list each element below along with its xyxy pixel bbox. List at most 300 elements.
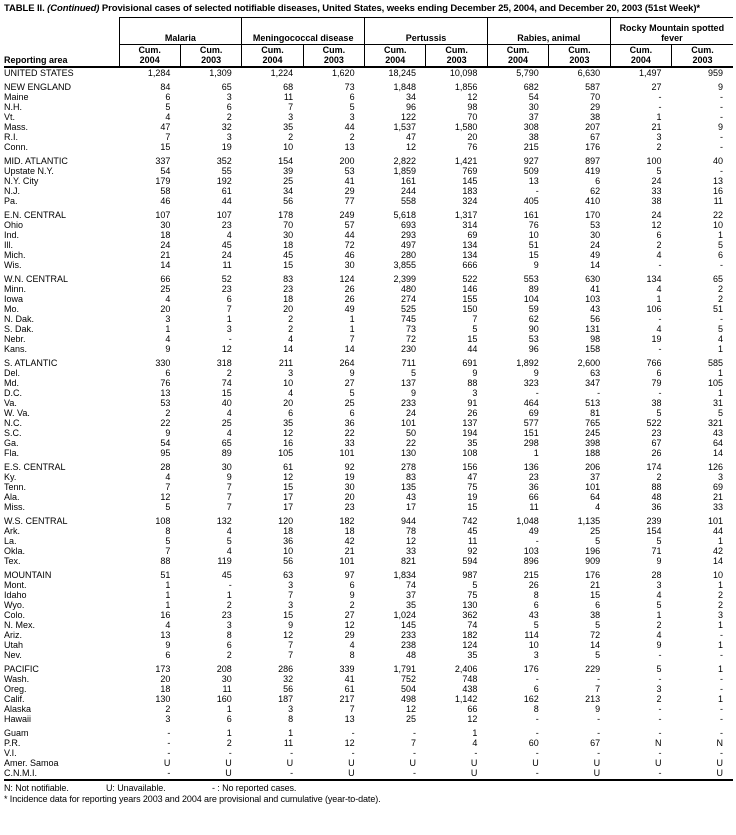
value-cell: 765 xyxy=(585,418,601,428)
value-cell: - xyxy=(290,768,294,778)
value-cell: 42 xyxy=(344,536,355,546)
reporting-area-cell: Tex. xyxy=(4,556,21,566)
value-cell: 43 xyxy=(712,428,723,438)
value-cell: 347 xyxy=(585,378,601,388)
reporting-area-cell: Nev. xyxy=(4,650,22,660)
reporting-area-cell: Del. xyxy=(4,368,21,378)
reporting-area-cell: Wash. xyxy=(4,674,30,684)
value-cell: - xyxy=(228,580,232,590)
value-cell: 130 xyxy=(462,600,478,610)
value-cell: U xyxy=(655,758,662,768)
value-cell: 585 xyxy=(707,358,723,368)
reporting-area-cell: Ohio xyxy=(4,220,24,230)
table-row xyxy=(4,758,733,768)
value-cell: 1 xyxy=(717,620,723,630)
reporting-area-cell: MID. ATLANTIC xyxy=(4,156,68,166)
value-cell: 38 xyxy=(651,196,662,206)
value-cell: 15 xyxy=(160,142,171,152)
value-cell: 83 xyxy=(283,274,294,284)
value-cell: 5 xyxy=(349,102,355,112)
value-cell: 229 xyxy=(585,664,601,674)
value-cell: 10 xyxy=(283,378,294,388)
value-cell: 7 xyxy=(165,546,171,556)
value-cell: 76 xyxy=(528,220,539,230)
value-cell: - xyxy=(474,748,478,758)
reporting-area-cell: D.C. xyxy=(4,388,22,398)
value-cell: 61 xyxy=(221,186,232,196)
value-cell: - xyxy=(412,768,416,778)
value-cell: 70 xyxy=(590,92,601,102)
value-cell: 2,399 xyxy=(393,274,416,284)
value-cell: 12 xyxy=(405,536,416,546)
value-cell: 40 xyxy=(221,398,232,408)
value-cell: 51 xyxy=(160,570,171,580)
value-cell: 9 xyxy=(410,388,416,398)
value-cell: - xyxy=(412,728,416,738)
column-subheader: Cum. 2003 xyxy=(426,45,487,68)
value-cell: 44 xyxy=(344,122,355,132)
value-cell: 1 xyxy=(226,728,232,738)
value-cell: 124 xyxy=(462,640,478,650)
value-cell: 57 xyxy=(344,220,355,230)
value-cell: - xyxy=(167,748,171,758)
value-cell: 45 xyxy=(283,250,294,260)
value-cell: 61 xyxy=(344,684,355,694)
value-cell: 286 xyxy=(278,664,294,674)
value-cell: 56 xyxy=(283,684,294,694)
value-cell: U xyxy=(716,768,723,778)
value-cell: 207 xyxy=(585,122,601,132)
value-cell: 9 xyxy=(472,368,478,378)
reporting-area-cell: Ill. xyxy=(4,240,13,250)
table-row xyxy=(4,438,733,448)
value-cell: 19 xyxy=(651,334,662,344)
value-cell: 12 xyxy=(344,620,355,630)
table-row xyxy=(4,502,733,512)
value-cell: 19 xyxy=(221,142,232,152)
value-cell: 3 xyxy=(717,610,723,620)
value-cell: 26 xyxy=(344,284,355,294)
value-cell: U xyxy=(286,758,294,768)
value-cell: 1,284 xyxy=(147,68,171,78)
table-title-continued: (Continued) xyxy=(47,3,100,14)
value-cell: 3 xyxy=(165,714,171,724)
footnote-u: U: Unavailable. xyxy=(106,783,166,793)
value-cell: 1,317 xyxy=(454,210,478,220)
value-cell: 5 xyxy=(656,408,662,418)
value-cell: 497 xyxy=(400,240,416,250)
table-row xyxy=(4,334,733,344)
reporting-area-cell: S.C. xyxy=(4,428,22,438)
table-row xyxy=(4,600,733,610)
value-cell: 55 xyxy=(221,166,232,176)
reporting-area-cell: Ky. xyxy=(4,472,17,482)
value-cell: 4 xyxy=(226,546,232,556)
reporting-area-cell: N.H. xyxy=(4,102,22,112)
value-cell: 9 xyxy=(349,368,355,378)
value-cell: 38 xyxy=(590,610,601,620)
value-cell: 92 xyxy=(344,462,355,472)
value-cell: 1 xyxy=(165,580,171,590)
value-cell: 20 xyxy=(160,674,171,684)
value-cell: 26 xyxy=(467,408,478,418)
value-cell: - xyxy=(720,314,723,324)
value-cell: 7 xyxy=(165,482,171,492)
reporting-area-cell: Minn. xyxy=(4,284,27,294)
value-cell: 22 xyxy=(344,428,355,438)
value-cell: 107 xyxy=(155,210,171,220)
value-cell: 13 xyxy=(344,714,355,724)
value-cell: 2 xyxy=(226,600,232,610)
value-cell: U xyxy=(409,758,416,768)
value-cell: 1 xyxy=(717,536,723,546)
value-cell: 12 xyxy=(160,492,171,502)
table-row xyxy=(4,580,733,590)
value-cell: 23 xyxy=(221,220,232,230)
value-cell: 9 xyxy=(288,620,294,630)
value-cell: 32 xyxy=(221,122,232,132)
value-cell: 25 xyxy=(221,418,232,428)
value-cell: 179 xyxy=(155,176,171,186)
reporting-area-cell: Ga. xyxy=(4,438,19,448)
value-cell: 3 xyxy=(288,112,294,122)
value-cell: 509 xyxy=(523,166,539,176)
reporting-area-cell: Oreg. xyxy=(4,684,27,694)
table-row xyxy=(4,142,733,152)
value-cell: 630 xyxy=(585,274,601,284)
value-cell: 35 xyxy=(467,650,478,660)
value-cell: - xyxy=(535,714,539,724)
value-cell: 3 xyxy=(226,324,232,334)
value-cell: 249 xyxy=(339,210,355,220)
value-cell: 13 xyxy=(344,142,355,152)
value-cell: 337 xyxy=(155,156,171,166)
value-cell: U xyxy=(532,758,539,768)
column-group-row xyxy=(4,18,733,45)
value-cell: - xyxy=(535,728,539,738)
value-cell: 5 xyxy=(226,536,232,546)
column-subheader: Cum. 2003 xyxy=(672,45,733,68)
value-cell: - xyxy=(720,748,723,758)
column-subheader: Cum. 2004 xyxy=(610,45,671,68)
reporting-area-header: Reporting area xyxy=(4,18,119,68)
value-cell: 25 xyxy=(590,526,601,536)
reporting-area-cell: Ala. xyxy=(4,492,20,502)
value-cell: 98 xyxy=(467,102,478,112)
value-cell: 2 xyxy=(288,324,294,334)
reporting-area-cell: P.R. xyxy=(4,738,21,748)
reporting-area-cell: Tenn. xyxy=(4,482,27,492)
column-subheader: Cum. 2003 xyxy=(180,45,241,68)
value-cell: U xyxy=(470,758,478,768)
value-cell: 88 xyxy=(651,482,662,492)
value-cell: - xyxy=(535,674,539,684)
reporting-area-cell: Ind. xyxy=(4,230,20,240)
value-cell: 352 xyxy=(216,156,232,166)
value-cell: 1 xyxy=(717,640,723,650)
value-cell: - xyxy=(658,314,662,324)
reporting-area-cell: Alaska xyxy=(4,704,32,714)
value-cell: 5 xyxy=(717,240,723,250)
value-cell: 14 xyxy=(712,448,723,458)
value-cell: 17 xyxy=(283,492,294,502)
value-cell: 21 xyxy=(160,250,171,260)
reporting-area-cell: Conn. xyxy=(4,142,29,152)
value-cell: 318 xyxy=(216,358,232,368)
value-cell: 14 xyxy=(283,344,294,354)
value-cell: 9 xyxy=(717,82,723,92)
value-cell: 4 xyxy=(288,334,294,344)
table-row xyxy=(4,122,733,132)
value-cell: 7 xyxy=(288,640,294,650)
value-cell: 23 xyxy=(651,428,662,438)
value-cell: 274 xyxy=(400,294,416,304)
value-cell: 1 xyxy=(533,448,539,458)
value-cell: 8 xyxy=(533,704,539,714)
value-cell: 101 xyxy=(339,556,355,566)
value-cell: 3 xyxy=(533,650,539,660)
table-row xyxy=(4,428,733,438)
value-cell: 63 xyxy=(590,368,601,378)
value-cell: 238 xyxy=(400,640,416,650)
value-cell: 11 xyxy=(713,196,723,206)
value-cell: 1 xyxy=(656,294,662,304)
value-cell: 11 xyxy=(529,502,539,512)
value-cell: 1 xyxy=(656,610,662,620)
reporting-area-cell: Ariz. xyxy=(4,630,22,640)
value-cell: 5 xyxy=(410,368,416,378)
value-cell: 35 xyxy=(283,418,294,428)
reporting-area-cell: Miss. xyxy=(4,502,25,512)
value-cell: 12 xyxy=(405,704,416,714)
value-cell: 61 xyxy=(283,462,294,472)
value-cell: 18,245 xyxy=(388,68,416,78)
value-cell: 7 xyxy=(226,482,232,492)
value-cell: 130 xyxy=(400,448,416,458)
value-cell: 13 xyxy=(160,630,171,640)
table-row xyxy=(4,640,733,650)
value-cell: - xyxy=(535,768,539,778)
value-cell: - xyxy=(597,748,601,758)
value-cell: 405 xyxy=(523,196,539,206)
value-cell: 154 xyxy=(646,526,662,536)
value-cell: 2 xyxy=(717,294,723,304)
value-cell: - xyxy=(720,728,723,738)
value-cell: 44 xyxy=(344,230,355,240)
value-cell: 43 xyxy=(590,304,601,314)
value-cell: 14 xyxy=(590,260,601,270)
value-cell: - xyxy=(290,748,294,758)
column-group-header: Pertussis xyxy=(365,18,488,45)
value-cell: 176 xyxy=(585,570,601,580)
value-cell: 126 xyxy=(707,462,723,472)
reporting-area-cell: Hawaii xyxy=(4,714,32,724)
value-cell: 711 xyxy=(401,358,416,368)
value-cell: 17 xyxy=(405,502,416,512)
value-cell: 12 xyxy=(405,142,416,152)
value-cell: 1 xyxy=(226,590,232,600)
value-cell: 75 xyxy=(467,482,478,492)
value-cell: 9 xyxy=(165,640,171,650)
table-row xyxy=(4,768,733,778)
value-cell: 18 xyxy=(344,526,355,536)
value-cell: 124 xyxy=(339,274,355,284)
table-row xyxy=(4,556,733,566)
footnote-dash: - : No reported cases. xyxy=(212,783,297,793)
value-cell: 41 xyxy=(590,284,601,294)
value-cell: 4 xyxy=(717,334,723,344)
value-cell: 264 xyxy=(339,358,355,368)
value-cell: 14 xyxy=(160,260,171,270)
value-cell: 5 xyxy=(472,324,478,334)
table-row xyxy=(4,398,733,408)
footnote-legend xyxy=(4,783,733,794)
value-cell: 53 xyxy=(590,220,601,230)
value-cell: 19 xyxy=(344,472,355,482)
value-cell: - xyxy=(720,92,723,102)
value-cell: 5 xyxy=(717,324,723,334)
value-cell: 3 xyxy=(656,132,662,142)
value-cell: U xyxy=(348,758,355,768)
value-cell: 398 xyxy=(585,438,601,448)
table-row xyxy=(4,378,733,388)
value-cell: 3 xyxy=(472,388,478,398)
reporting-area-cell: PACIFIC xyxy=(4,664,39,674)
value-cell: 594 xyxy=(462,556,478,566)
value-cell: 56 xyxy=(283,196,294,206)
value-cell: 64 xyxy=(712,438,723,448)
value-cell: 1 xyxy=(472,728,478,738)
value-cell: 62 xyxy=(590,186,601,196)
value-cell: 558 xyxy=(400,196,416,206)
table-row xyxy=(4,714,733,724)
value-cell: 32 xyxy=(283,674,294,684)
value-cell: 76 xyxy=(467,142,478,152)
value-cell: 1,024 xyxy=(393,610,416,620)
value-cell: 27 xyxy=(651,82,662,92)
value-cell: 293 xyxy=(400,230,416,240)
value-cell: 4 xyxy=(165,334,171,344)
value-cell: 20 xyxy=(467,132,478,142)
value-cell: 5 xyxy=(165,102,171,112)
value-cell: 362 xyxy=(462,610,478,620)
value-cell: 65 xyxy=(221,438,232,448)
table-row xyxy=(4,240,733,250)
value-cell: 134 xyxy=(462,250,478,260)
value-cell: 2 xyxy=(165,704,171,714)
value-cell: 40 xyxy=(712,156,723,166)
value-cell: 8 xyxy=(288,714,294,724)
value-cell: 97 xyxy=(344,570,355,580)
reporting-area-cell: Maine xyxy=(4,92,29,102)
value-cell: 7 xyxy=(595,684,601,694)
value-cell: 8 xyxy=(226,630,232,640)
value-cell: 30 xyxy=(528,102,539,112)
value-cell: 58 xyxy=(160,186,171,196)
value-cell: 72 xyxy=(405,334,416,344)
value-cell: 498 xyxy=(400,694,416,704)
value-cell: 54 xyxy=(160,166,171,176)
value-cell: 513 xyxy=(585,398,601,408)
value-cell: 56 xyxy=(590,314,601,324)
value-cell: 56 xyxy=(283,556,294,566)
value-cell: 4 xyxy=(226,428,232,438)
reporting-area-cell: Fla. xyxy=(4,448,20,458)
value-cell: - xyxy=(658,102,662,112)
value-cell: - xyxy=(658,714,662,724)
value-cell: 666 xyxy=(462,260,478,270)
value-cell: 73 xyxy=(405,324,416,334)
value-cell: 2 xyxy=(349,600,355,610)
value-cell: 1,791 xyxy=(393,664,416,674)
value-cell: - xyxy=(167,768,171,778)
table-row xyxy=(4,344,733,354)
value-cell: 200 xyxy=(339,156,355,166)
reporting-area-cell: Amer. Samoa xyxy=(4,758,59,768)
reporting-area-cell: C.N.M.I. xyxy=(4,768,37,778)
value-cell: 438 xyxy=(462,684,478,694)
value-cell: 5 xyxy=(533,620,539,630)
value-cell: 36 xyxy=(283,536,294,546)
value-cell: 101 xyxy=(400,418,416,428)
value-cell: 18 xyxy=(160,230,171,240)
table-row xyxy=(4,166,733,176)
value-cell: 75 xyxy=(467,590,478,600)
reporting-area-cell: Iowa xyxy=(4,294,24,304)
table-row xyxy=(4,82,733,92)
value-cell: 14 xyxy=(590,640,601,650)
value-cell: 130 xyxy=(155,694,171,704)
value-cell: - xyxy=(720,112,723,122)
table-header xyxy=(4,18,733,68)
value-cell: - xyxy=(720,166,723,176)
value-cell: 84 xyxy=(160,82,171,92)
reporting-area-cell: Colo. xyxy=(4,610,26,620)
value-cell: 308 xyxy=(523,122,539,132)
value-cell: 103 xyxy=(585,294,601,304)
table-row xyxy=(4,112,733,122)
reporting-area-cell: Pa. xyxy=(4,196,18,206)
value-cell: 30 xyxy=(344,260,355,270)
value-cell: 330 xyxy=(155,358,171,368)
value-cell: 13 xyxy=(712,176,723,186)
value-cell: 170 xyxy=(585,210,601,220)
value-cell: 1 xyxy=(165,590,171,600)
value-cell: 91 xyxy=(467,398,478,408)
reporting-area-cell: Mo. xyxy=(4,304,20,314)
value-cell: - xyxy=(658,388,662,398)
value-cell: 131 xyxy=(585,324,601,334)
table-row xyxy=(4,176,733,186)
value-cell: 6 xyxy=(349,580,355,590)
value-cell: 2 xyxy=(717,590,723,600)
table-row xyxy=(4,482,733,492)
value-cell: 96 xyxy=(528,344,539,354)
table-title-text: Provisional cases of selected notifiable diseases, United States, weeks ending December 25, 2004, and December 20, 2003 xyxy=(101,3,643,14)
value-cell: 278 xyxy=(400,462,416,472)
value-cell: 20 xyxy=(283,304,294,314)
value-cell: 74 xyxy=(221,378,232,388)
value-cell: 2 xyxy=(656,620,662,630)
value-cell: 6 xyxy=(165,92,171,102)
value-cell: 136 xyxy=(523,462,539,472)
value-cell: 12 xyxy=(651,220,662,230)
reporting-area-cell: Mass. xyxy=(4,122,29,132)
table-row xyxy=(4,260,733,270)
table-row xyxy=(4,492,733,502)
value-cell: 34 xyxy=(405,92,416,102)
value-cell: 766 xyxy=(646,358,662,368)
